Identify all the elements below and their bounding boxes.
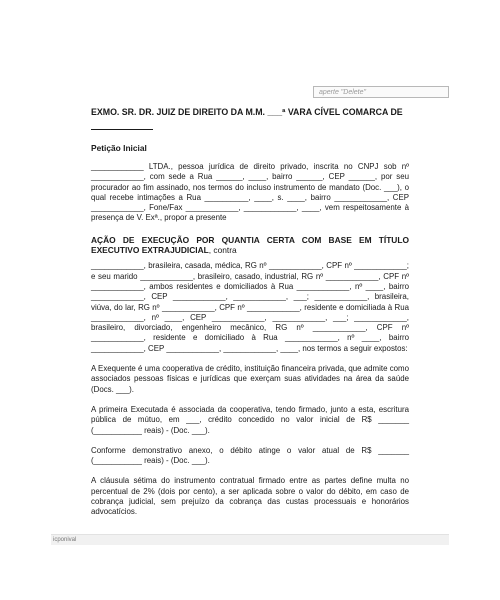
paragraph-clausula-setima: A cláusula sétima do instrumento contratual firmado entre as partes define multa no percentual de 2% (dois por cento), a ser aplicada sobre o valor do débito, em caso de cobrança judicial, sem prejuízo da cobrança das custas processuais e honorários advocatícios.	[91, 476, 409, 517]
delete-hint-field[interactable]: aperte "Delete"	[313, 86, 449, 98]
footer-bar	[51, 534, 449, 545]
footer-label: icponival	[53, 537, 77, 543]
petition-label: Petição Inicial	[91, 143, 147, 153]
paragraph-exequente: A Exequente é uma cooperativa de crédito, instituição financeira privada, que admite como associados pessoas físicas e jurídicas que exerçam suas atividades na área da saúde (Docs. ___).	[91, 364, 409, 394]
paragraph-demonstrativo: Conforme demonstrativo anexo, o débito atinge o valor atual de R$ _______ (___________ reais) - (Doc. ___).	[91, 445, 409, 466]
action-title-text: AÇÃO DE EXECUÇÃO POR QUANTIA CERTA COM BASE EM TÍTULO EXECUTIVO EXTRAJUDICIAL	[91, 234, 409, 256]
court-heading-text: EXMO. SR. DR. JUIZ DE DIREITO DA M.M. ___ª VARA CÍVEL COMARCA DE	[91, 107, 403, 117]
action-title-suffix: , contra	[208, 245, 237, 256]
action-title	[91, 235, 409, 256]
document-page	[91, 106, 409, 518]
defendants-paragraph: ____________, brasileira, casada, médica, RG nº ____________, CPF nº ____________; e seu marido ____________, brasileiro, casado, industrial, RG nº ____________, CPF nº ____________, ambos residentes e domiciliados à Rua ____________, nº ____, bairro ____________, CEP ____________, ____________, ___; ____________, brasileira, viúva, do lar, RG nº ____________, CPF nº ____________, residente e domiciliada à Rua ____________, nº ____, CEP ____________, ____________, ___; ____________, brasileiro, divorciado, engenheiro mecânico, RG nº ____________, CPF nº ____________, residente e domiciliado à Rua ____________, nº ____, bairro ____________, CEP ____________, ____________, ____, nos termos a seguir expostos:	[91, 261, 409, 353]
court-heading	[91, 106, 409, 130]
court-name-blank	[91, 118, 153, 130]
intro-paragraph: ____________ LTDA., pessoa jurídica de direito privado, inscrita no CNPJ sob nº ____________, com sede a Rua ______, ____, bairro ______, CEP ______, por seu procurador ao fim assinado, nos termos do incluso instrumento de mandato (Doc. ___), o qual recebe intimações a Rua __________, ____, s. ____, bairro ____________, CEP ____________, Fone/Fax ____________, ____________, ____, vem respeitosamente à presença de V. Exª., propor a presente	[91, 162, 409, 223]
paragraph-primeira-executada: A primeira Executada é associada da cooperativa, tendo firmado, junto a esta, escritura pública de mútuo, em ___, crédito concedido no valor inicial de R$ _______ (___________ reais) - (Doc. ___).	[91, 404, 409, 435]
